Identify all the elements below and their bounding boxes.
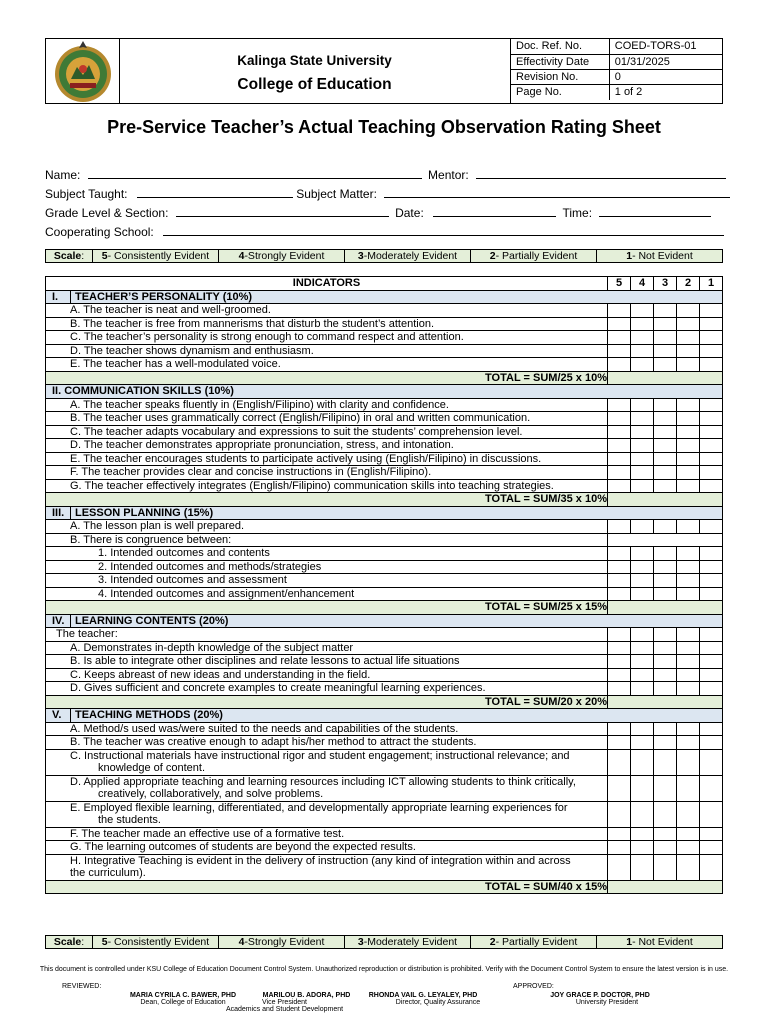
table-row: A. Demonstrates in-depth knowledge of the subject matter [46, 641, 723, 655]
table-row: A. The teacher is neat and well-groomed. [46, 304, 723, 318]
table-row: E. The teacher has a well-modulated voice. [46, 358, 723, 372]
total-field[interactable] [608, 493, 723, 507]
grade-level-label: Grade Level & Section: [45, 206, 169, 220]
name-label: Name: [45, 168, 81, 182]
date-field[interactable] [433, 204, 556, 217]
table-row: E. The teacher encourages students to participate actively using (English/Filipino) in discussions. [46, 452, 723, 466]
total-row: TOTAL = SUM/40 x 15% [46, 880, 723, 894]
table-row: The teacher: [46, 628, 723, 642]
table-row: H. Integrative Teaching is evident in the delivery of instruction (any kind of integration within and across the curriculum). [46, 854, 723, 880]
document-control-table [510, 39, 722, 100]
signatory-dean: MARIA CYRILA C. BAWER, PHD Dean, College of Education [129, 992, 237, 1006]
table-row: D. Applied appropriate teaching and learning resources including ICT allowing students to think critically, creatively, collaboratively, and solve problems. [46, 775, 723, 801]
table-row: D. The teacher demonstrates appropriate pronunciation, stress, and intonation. [46, 439, 723, 453]
table-row: B. Is able to integrate other disciplines and relate lessons to actual life situations [46, 655, 723, 669]
section-header-communication: II. COMMUNICATION SKILLS (10%) [46, 385, 723, 399]
subject-matter-field[interactable] [384, 185, 730, 198]
school-line [45, 223, 724, 239]
logo-cell [46, 39, 120, 103]
table-row: D. The teacher shows dynamism and enthusiasm. [46, 344, 723, 358]
doc-info-row: Page No. 1 of 2 [511, 84, 723, 100]
subject-line [45, 185, 730, 201]
total-row: TOTAL = SUM/25 x 10% [46, 371, 723, 385]
mentor-field[interactable] [476, 166, 726, 179]
section-header-learning-contents: IV. LEARNING CONTENTS (20%) [46, 614, 723, 628]
table-row: B. The teacher is free from mannerisms that disturb the student’s attention. [46, 317, 723, 331]
doc-info-row: Revision No. 0 [511, 69, 723, 84]
total-field[interactable] [608, 880, 723, 894]
name-field[interactable] [88, 166, 422, 179]
mentor-label: Mentor: [428, 168, 469, 182]
total-field[interactable] [608, 371, 723, 385]
total-row: TOTAL = SUM/20 x 20% [46, 695, 723, 709]
total-row: TOTAL = SUM/25 x 15% [46, 601, 723, 615]
table-row: G. The teacher effectively integrates (English/Filipino) communication skills into teaching strategies. [46, 479, 723, 493]
table-row: 3. Intended outcomes and assessment [46, 574, 723, 588]
table-row: C. Instructional materials have instructional rigor and student engagement; instructional relevance; and knowledge of content. [46, 749, 723, 775]
indicators-table [45, 276, 723, 894]
rating-scale-bottom: Scale: 5- Consistently Evident 4-Strongly Evident 3-Moderately Evident 2- Partially Evident 1- Not Evident [45, 935, 723, 949]
section-header-personality: I. TEACHER’S PERSONALITY (10%) [46, 290, 723, 304]
time-label: Time: [562, 206, 593, 220]
table-header-row: INDICATORS 5 4 3 2 1 [46, 277, 723, 291]
subject-taught-field[interactable] [137, 185, 293, 198]
time-field[interactable] [599, 204, 711, 217]
table-row: C. Keeps abreast of new ideas and understanding in the field. [46, 668, 723, 682]
college-name: College of Education [237, 76, 392, 93]
table-row: B. The teacher uses grammatically correct (English/Filipino) in oral and written communication. [46, 412, 723, 426]
table-row: D. Gives sufficient and concrete examples to create meaningful learning experiences. [46, 682, 723, 696]
grade-date-time-line [45, 204, 711, 220]
table-row: 1. Intended outcomes and contents [46, 547, 723, 561]
table-row: A. The lesson plan is well prepared. [46, 520, 723, 534]
subject-matter-label: Subject Matter: [296, 187, 377, 201]
signatory-president: JOY GRACE P. DOCTOR, PHD University President [550, 992, 650, 1006]
signatory-vp: MARILOU B. ADORA, PHD Vice President Academics and Student Development [225, 992, 351, 1013]
table-row: B. The teacher was creative enough to adapt his/her method to attract the students. [46, 736, 723, 750]
total-field[interactable] [608, 601, 723, 615]
table-row: A. The teacher speaks fluently in (English/Filipino) with clarity and confidence. [46, 398, 723, 412]
table-row: F. The teacher provides clear and concise instructions in (English/Filipino). [46, 466, 723, 480]
signatory-qa: RHONDA VAIL G. LEYALEY, PHD Director, Quality Assurance [368, 992, 481, 1006]
section-header-teaching-methods: V. TEACHING METHODS (20%) [46, 709, 723, 723]
table-row: B. There is congruence between: [46, 533, 723, 547]
table-row: C. The teacher’s personality is strong enough to command respect and attention. [46, 331, 723, 345]
page-title: Pre-Service Teacher’s Actual Teaching Observation Rating Sheet [107, 117, 661, 137]
doc-info-row: Effectivity Date 01/31/2025 [511, 54, 723, 69]
subject-taught-label: Subject Taught: [45, 187, 128, 201]
university-name: Kalinga State University [237, 53, 392, 68]
name-mentor-line [45, 166, 726, 182]
document-header [45, 38, 723, 104]
cooperating-school-field[interactable] [163, 223, 724, 236]
reviewed-label: REVIEWED: [62, 983, 102, 990]
institution-title-cell [119, 39, 511, 103]
table-row: A. Method/s used was/were suited to the needs and capabilities of the students. [46, 722, 723, 736]
university-seal-logo [46, 39, 119, 103]
total-row: TOTAL = SUM/35 x 10% [46, 493, 723, 507]
table-row: 4. Intended outcomes and assignment/enhancement [46, 587, 723, 601]
table-row: F. The teacher made an effective use of a formative test. [46, 827, 723, 841]
rating-scale-top: Scale: 5- Consistently Evident 4-Strongly Evident 3-Moderately Evident 2- Partially Evident 1- Not Evident [45, 249, 723, 263]
total-field[interactable] [608, 695, 723, 709]
cooperating-school-label: Cooperating School: [45, 225, 154, 239]
doc-info-row: Doc. Ref. No. COED-TORS-01 [511, 39, 723, 54]
grade-level-field[interactable] [176, 204, 389, 217]
table-row: C. The teacher adapts vocabulary and expressions to suit the students’ comprehension level. [46, 425, 723, 439]
document-control-note: This document is controlled under KSU College of Education Document Control System. Unauthorized reproduction or distribution is prohibited. Verify with the Document Control System to ensure the latest version is in use. [39, 966, 729, 973]
table-row: G. The learning outcomes of students are beyond the expected results. [46, 841, 723, 855]
approved-label: APPROVED: [513, 983, 554, 990]
section-header-lesson-planning: III. LESSON PLANNING (15%) [46, 506, 723, 520]
table-row: 2. Intended outcomes and methods/strategies [46, 560, 723, 574]
date-label: Date: [395, 206, 424, 220]
table-row: E. Employed flexible learning, differentiated, and developmentally appropriate learning experiences for the students. [46, 801, 723, 827]
